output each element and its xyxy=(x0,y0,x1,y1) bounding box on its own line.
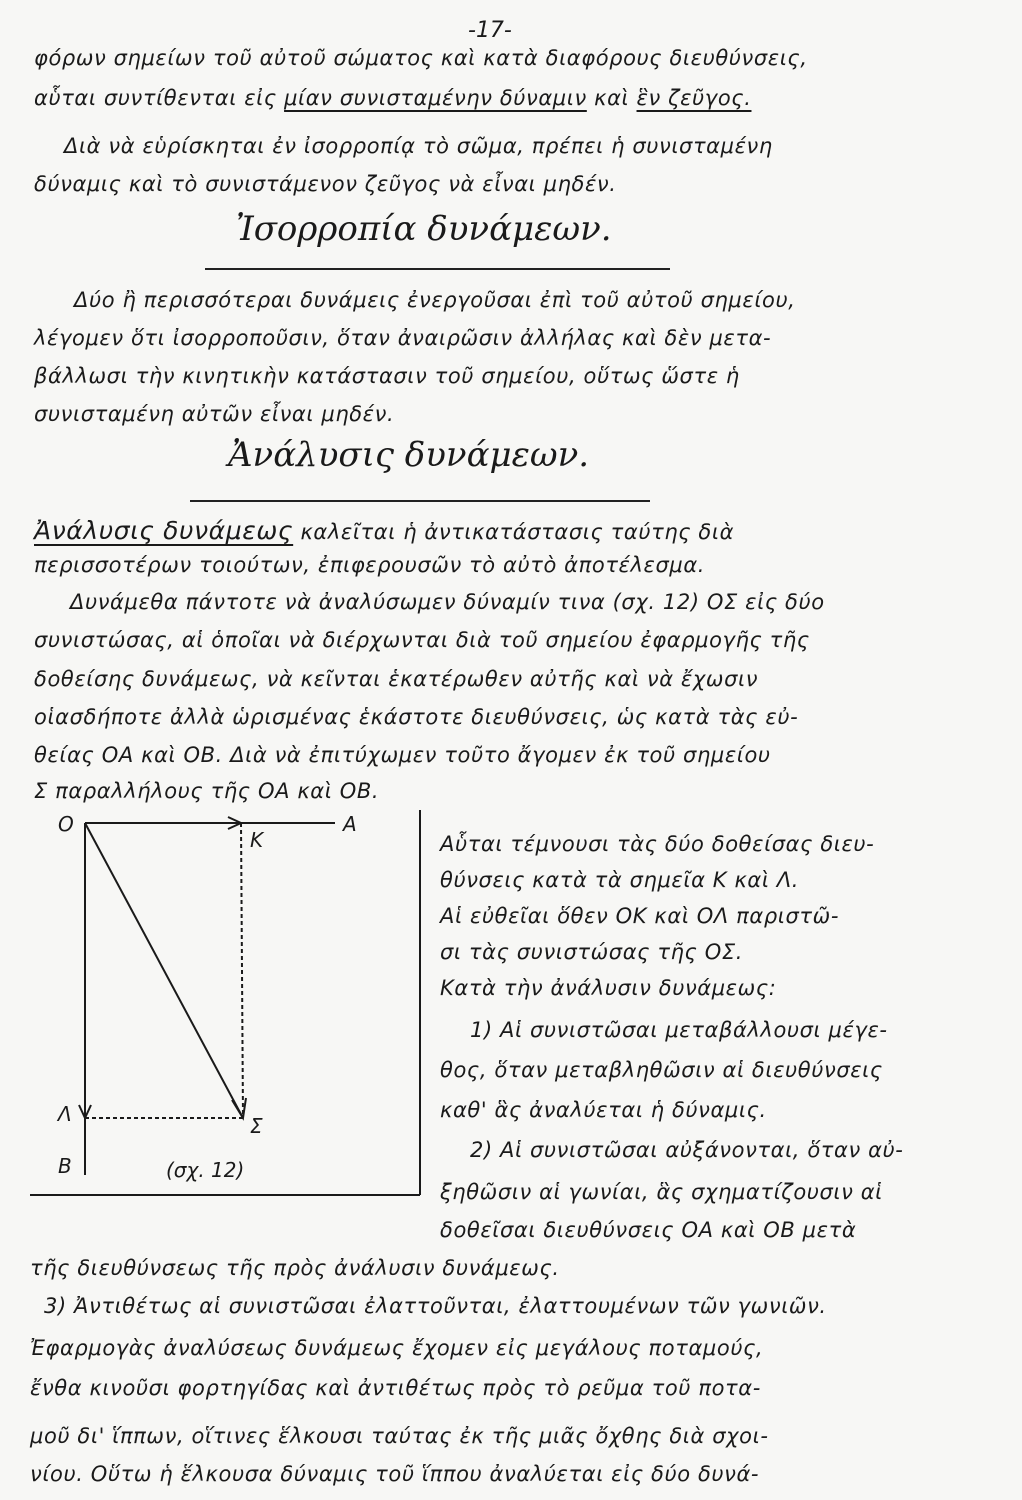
label-B: Β xyxy=(58,1154,72,1178)
label-S: Σ xyxy=(250,1114,263,1138)
text-line: λέγομεν ὅτι ἰσορροποῦσιν, ὅταν ἀναιρῶσιν ἀλλήλας καὶ δὲν μετα- xyxy=(34,326,772,350)
text-line: ξηθῶσιν αἱ γωνίαι, ἃς σχηματίζουσιν αἱ xyxy=(440,1180,883,1204)
text-line: ἔνθα κινοῦσι φορτηγίδας καὶ ἀντιθέτως πρὸς τὸ ρεῦμα τοῦ ποτα- xyxy=(30,1376,761,1400)
text-line: περισσοτέρων τοιούτων, ἐπιφερουσῶν τὸ αὐτὸ ἀποτέλεσμα. xyxy=(34,553,706,577)
text-line: θείας ΟΑ καὶ ΟΒ. Διὰ νὰ ἐπιτύχωμεν τοῦτο ἄγομεν ἐκ τοῦ σημείου xyxy=(34,743,771,767)
text-line: φόρων σημείων τοῦ αὐτοῦ σώματος καὶ κατὰ διαφόρους διευθύνσεις, xyxy=(34,46,808,70)
text-line: Δυνάμεθα πάντοτε νὰ ἀναλύσωμεν δύναμίν τινα (σχ. 12) ΟΣ εἰς δύο xyxy=(70,590,825,614)
label-O: Ο xyxy=(58,812,74,836)
text-line: δοθεῖσαι διευθύνσεις ΟΑ καὶ ΟΒ μετὰ xyxy=(440,1218,857,1242)
text-line: βάλλωσι τὴν κινητικὴν κατάστασιν τοῦ σημείου, οὕτως ὥστε ἡ xyxy=(34,364,740,388)
underlined-phrase: ἓν ζεῦγος. xyxy=(636,86,752,110)
parallel-KS xyxy=(241,823,243,1118)
text-line: συνιστώσας, αἱ ὁποῖαι νὰ διέρχωνται διὰ τοῦ σημείου ἐφαρμογῆς τῆς xyxy=(34,628,810,652)
text-line: σι τὰς συνιστώσας τῆς ΟΣ. xyxy=(440,940,743,964)
text-line: τῆς διευθύνσεως τῆς πρὸς ἀνάλυσιν δυνάμεως. xyxy=(30,1256,560,1280)
text-line: 1) Αἱ συνιστῶσαι μεταβάλλουσι μέγε- xyxy=(470,1018,888,1042)
text-line: Αὗται τέμνουσι τὰς δύο δοθείσας διευ- xyxy=(440,832,875,856)
text-span: καὶ xyxy=(594,86,630,110)
text-line: Αἱ εὐθεῖαι ὅθεν ΟΚ καὶ ΟΛ παριστῶ- xyxy=(440,904,840,928)
label-K: Κ xyxy=(250,828,264,852)
figure-caption: (σχ. 12) xyxy=(166,1158,245,1182)
text-span: αὗται συντίθενται εἰς xyxy=(34,86,277,110)
text-line: 3) Ἀντιθέτως αἱ συνιστῶσαι ἐλαττοῦνται, ἐλαττουμένων τῶν γωνιῶν. xyxy=(44,1294,827,1318)
definition-term: Ἀνάλυσις δυνάμεως xyxy=(34,516,294,545)
text-line: καθ' ἃς ἀναλύεται ἡ δύναμις. xyxy=(440,1098,767,1122)
text-line: δοθείσης δυνάμεως, νὰ κεῖνται ἑκατέρωθεν αὐτῆς καὶ νὰ ἔχωσιν xyxy=(34,667,759,691)
text-line: θος, ὅταν μεταβληθῶσιν αἱ διευθύνσεις xyxy=(440,1058,883,1082)
text-line: Ἐφαρμογὰς ἀναλύσεως δυνάμεως ἔχομεν εἰς μεγάλους ποταμούς, xyxy=(30,1336,764,1360)
label-L: Λ xyxy=(58,1102,72,1126)
text-line: Κατὰ τὴν ἀνάλυσιν δυνάμεως: xyxy=(440,976,777,1000)
text-line: δύναμις καὶ τὸ συνιστάμενον ζεῦγος νὰ εἶναι μηδέν. xyxy=(34,172,617,196)
text-line: Διὰ νὰ εὑρίσκηται ἐν ἰσορροπίᾳ τὸ σῶμα, πρέπει ἡ συνισταμένη xyxy=(64,134,773,158)
text-line: μοῦ δι' ἵππων, οἵτινες ἕλκουσι ταύτας ἐκ τῆς μιᾶς ὄχθης διὰ σχοι- xyxy=(30,1424,769,1448)
force-OS-arrow xyxy=(85,823,243,1118)
text-line: νίου. Οὕτω ἡ ἕλκουσα δύναμις τοῦ ἵππου ἀναλύεται εἰς δύο δυνά- xyxy=(30,1462,760,1486)
underlined-phrase: μίαν συνισταμένην δύναμιν xyxy=(284,86,587,110)
text-line: οἱασδήποτε ἀλλὰ ὡρισμένας ἑκάστοτε διευθύνσεις, ὡς κατὰ τὰς εὐ- xyxy=(34,705,799,729)
text-span: καλεῖται ἡ ἀντικατάστασις ταύτης διὰ xyxy=(300,520,735,544)
page-number: -17- xyxy=(468,18,512,43)
text-line: συνισταμένη αὐτῶν εἶναι μηδέν. xyxy=(34,402,395,426)
label-A: Α xyxy=(343,812,357,836)
section-heading: Ἀνάλυσις δυνάμεων. xyxy=(228,435,590,475)
text-line: 2) Αἱ συνιστῶσαι αὐξάνονται, ὅταν αὐ- xyxy=(470,1138,904,1162)
text-line: Δύο ἢ περισσότεραι δυνάμεις ἐνεργοῦσαι ἐπὶ τοῦ αὐτοῦ σημείου, xyxy=(74,288,796,312)
text-line: Σ παραλλήλους τῆς ΟΑ καὶ ΟΒ. xyxy=(34,779,380,803)
text-line: θύνσεις κατὰ τὰ σημεῖα Κ καὶ Λ. xyxy=(440,868,800,892)
section-heading: Ἰσορροπία δυνάμεων. xyxy=(236,209,612,249)
